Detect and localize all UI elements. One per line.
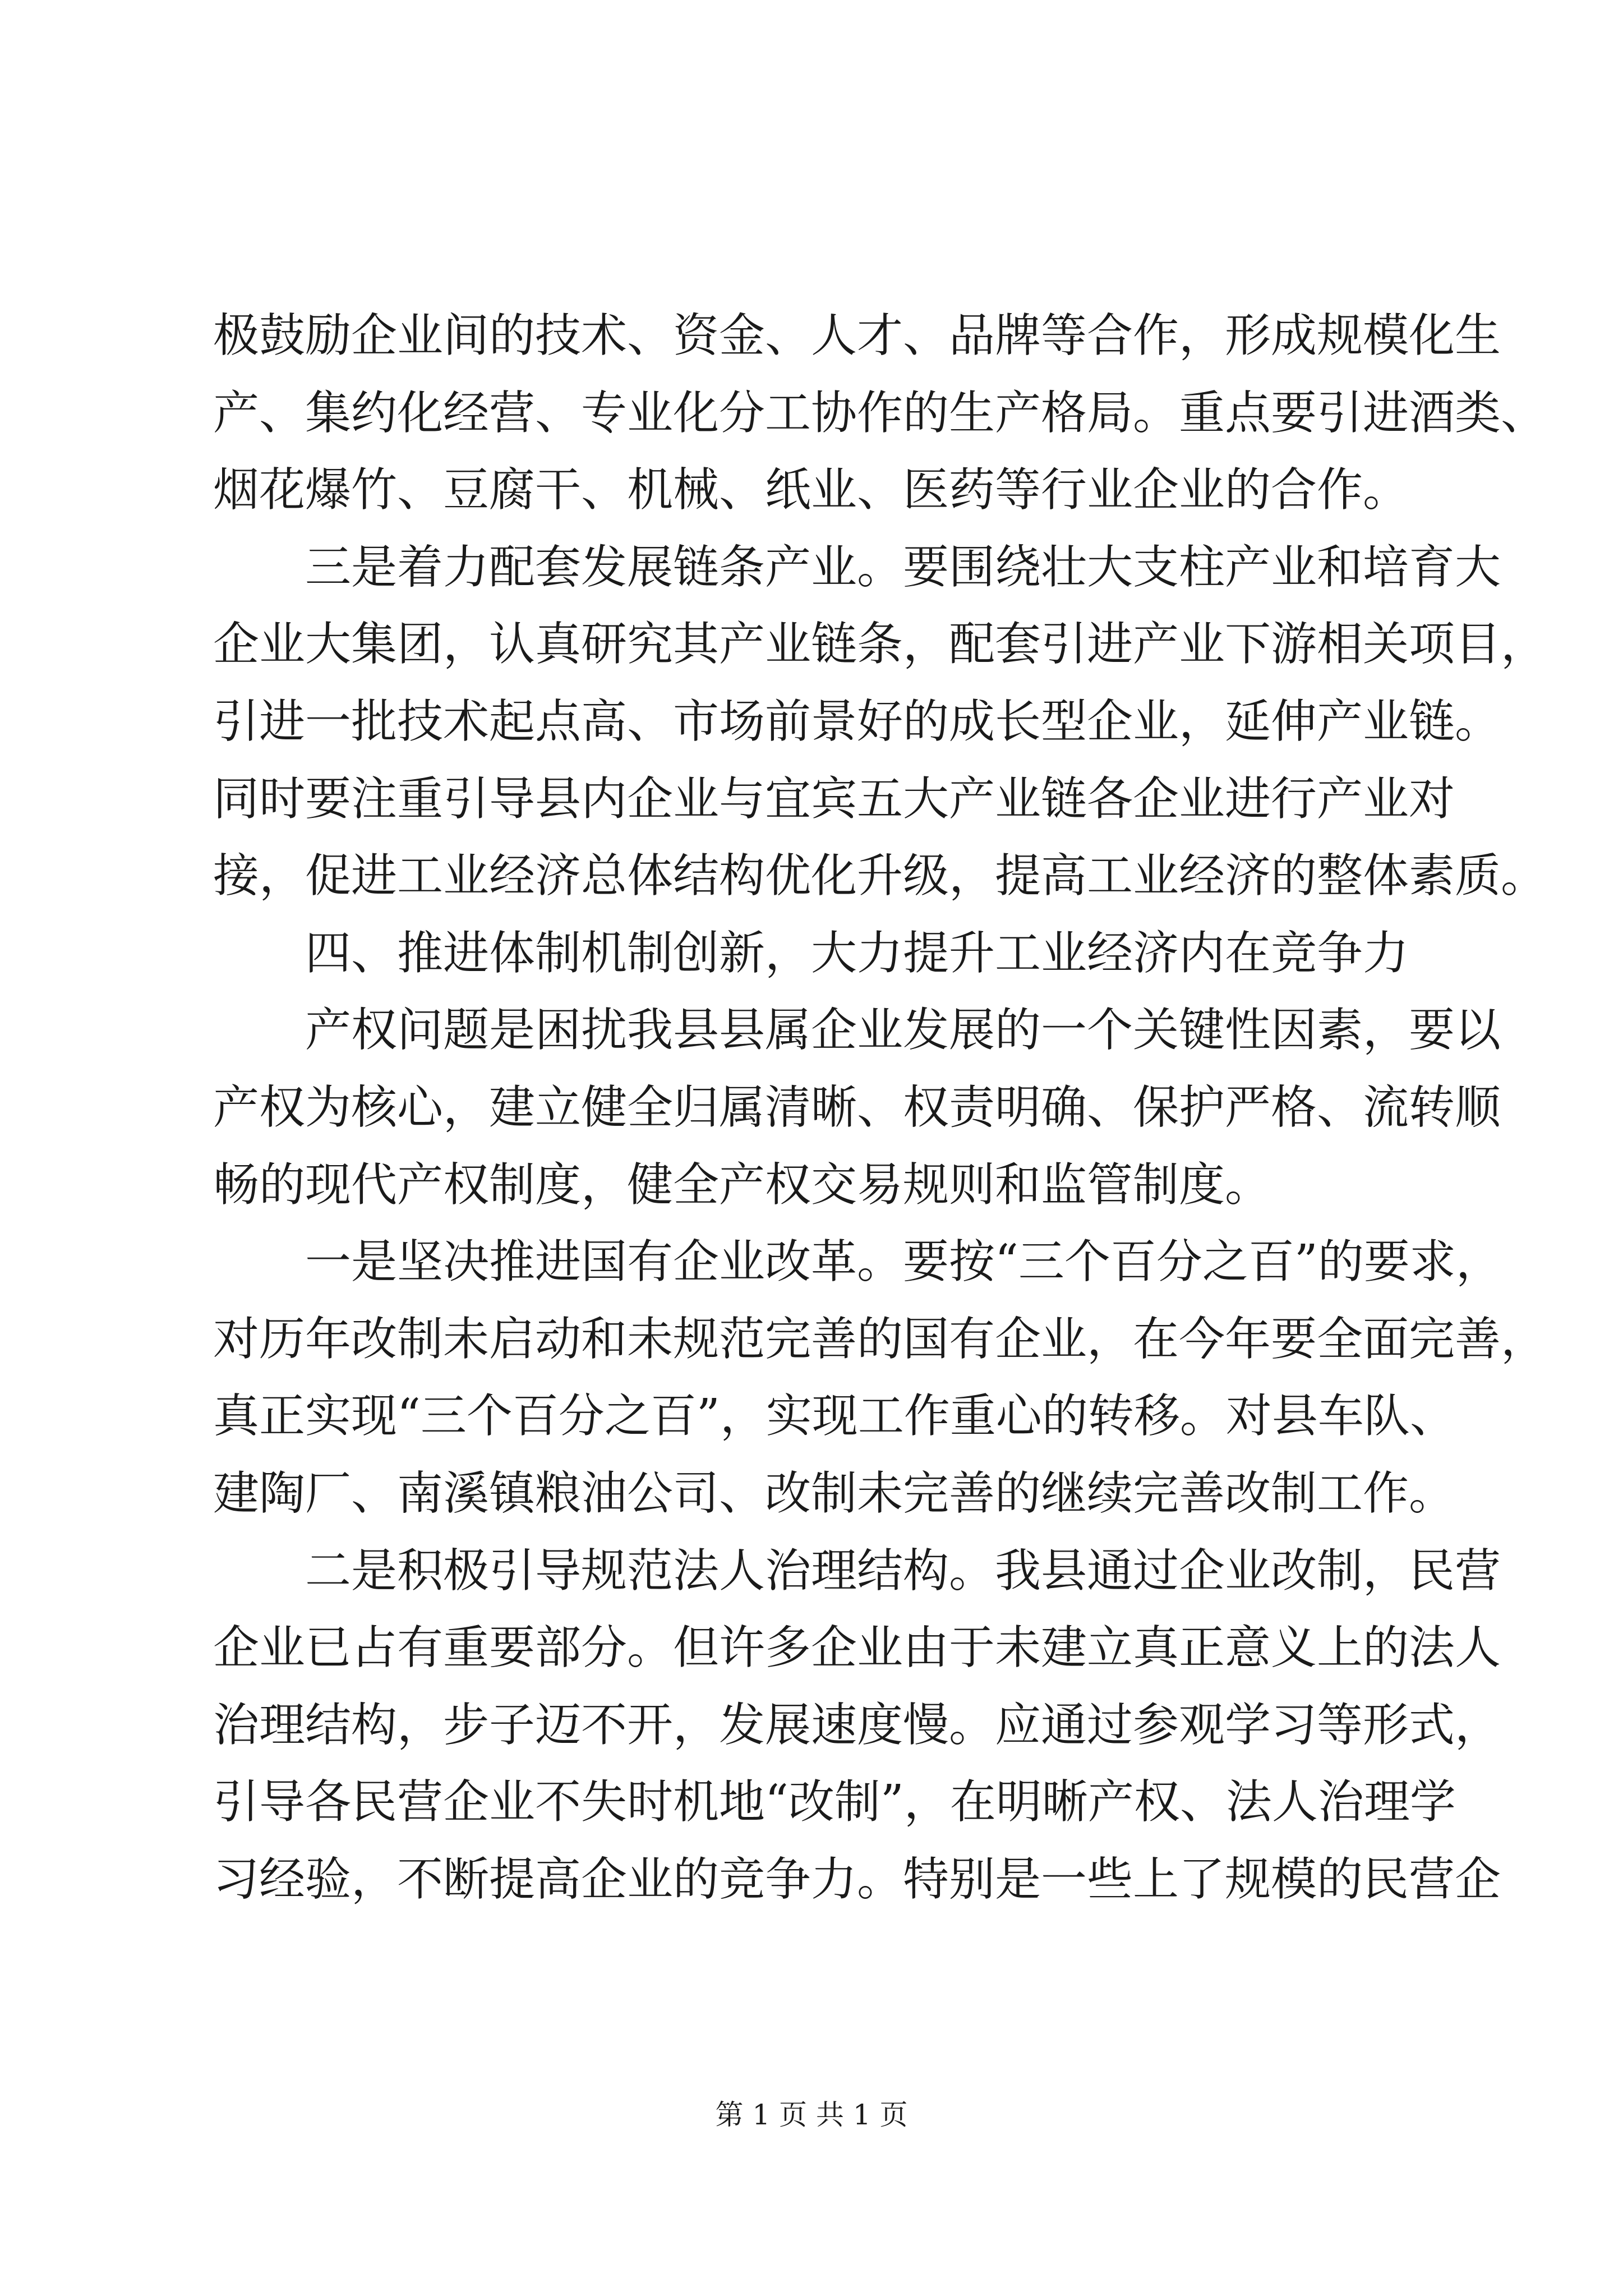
text-line: 同时要注重引导县内企业与宜宾五大产业链各企业进行产业对 [213,772,1455,826]
text-line: 产、集约化经营、专业化分工协作的生产格局。重点要引进酒类、 [213,386,1547,440]
text-line: 引导各民营企业不失时机地“改制”，在明晰产权、法人治理学 [213,1775,1456,1829]
text-line: 畅的现代产权制度，健全产权交易规则和监管制度。 [213,1158,1271,1212]
page-number-footer: 第 1 页 共 1 页 [715,2099,908,2131]
text-line: 真正实现“三个百分之百”，实现工作重心的转移。对县车队、 [213,1389,1456,1443]
text-line: 企业已占有重要部分。但许多企业由于未建立真正意义上的法人 [213,1621,1501,1675]
paragraph-first-line: 三是着力配套发展链条产业。要围绕壮大支柱产业和培育大 [305,540,1501,594]
text-line: 治理结构，步子迈不开，发展速度慢。应通过参观学习等形式， [213,1698,1501,1752]
text-line: 企业大集团，认真研究其产业链条，配套引进产业下游相关项目， [213,618,1547,671]
text-line: 极鼓励企业间的技术、资金、人才、品牌等合作，形成规模化生 [213,309,1501,362]
text-line: 烟花爆竹、豆腐干、机械、纸业、医药等行业企业的合作。 [213,463,1409,517]
paragraph-first-line: 一是坚决推进国有企业改革。要按“三个百分之百”的要求， [305,1235,1502,1289]
text-line: 接，促进工业经济总体结构优化升级，提高工业经济的整体素质。 [213,849,1547,903]
section-heading: 四、推进体制机制创新，大力提升工业经济内在竞争力 [305,926,1409,980]
text-line: 习经验，不断提高企业的竞争力。特别是一些上了规模的民营企 [213,1852,1501,1906]
paragraph-first-line: 二是积极引导规范法人治理结构。我县通过企业改制，民营 [305,1544,1501,1598]
paragraph-first-line: 产权问题是困扰我县县属企业发展的一个关键性因素，要以 [305,1004,1501,1057]
text-line: 建陶厂、南溪镇粮油公司、改制未完善的继续完善改制工作。 [213,1466,1455,1520]
text-line: 对历年改制未启动和未规范完善的国有企业，在今年要全面完善， [213,1312,1547,1366]
text-line: 引进一批技术起点高、市场前景好的成长型企业，延伸产业链。 [213,694,1501,748]
document-body [213,297,1547,1918]
text-line: 产权为核心，建立健全归属清晰、权责明确、保护严格、流转顺 [213,1080,1501,1134]
